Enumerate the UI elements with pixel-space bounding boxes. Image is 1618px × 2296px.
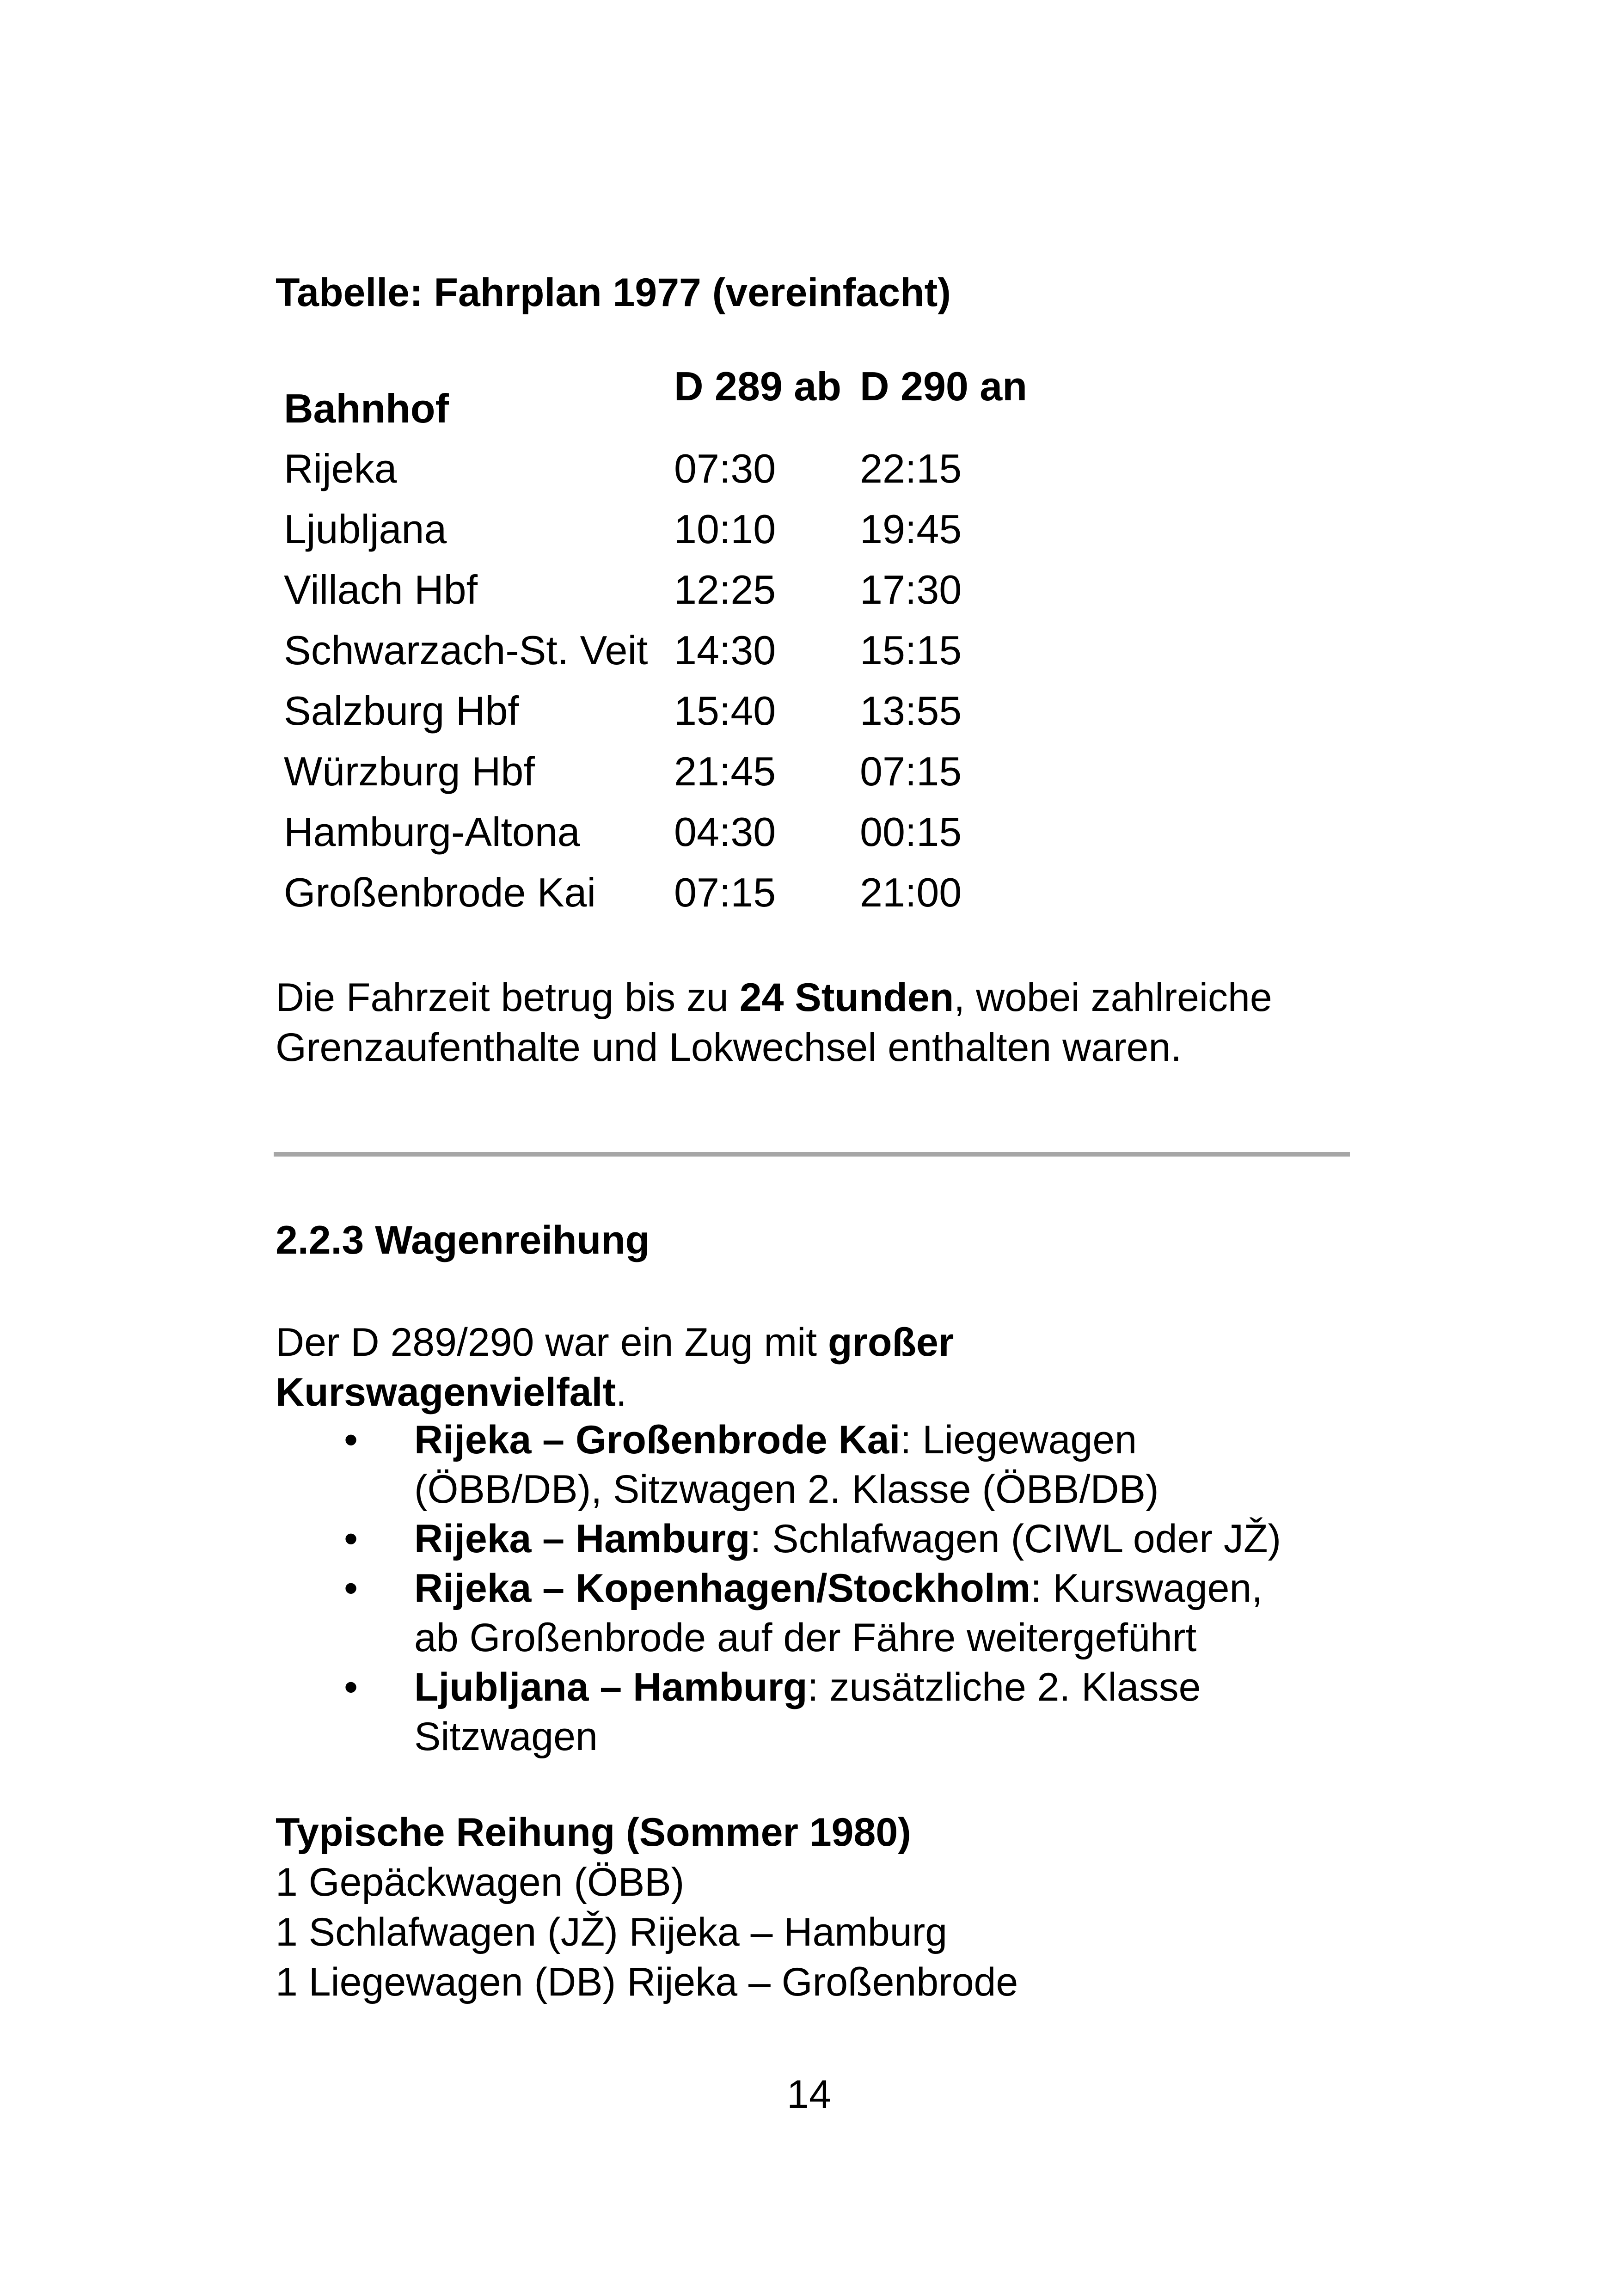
time-cell: 22:15 xyxy=(860,446,962,491)
bullet-icon: • xyxy=(344,1665,358,1709)
text-span: Der D 289/290 war ein Zug mit xyxy=(276,1320,828,1365)
time-cell: 15:15 xyxy=(860,627,962,673)
time-cell: 13:55 xyxy=(860,688,962,734)
page-number: 14 xyxy=(787,2072,831,2117)
list-item xyxy=(276,1415,1385,1514)
time-cell: 19:45 xyxy=(860,506,962,552)
section-heading: 2.2.3 Wagenreihung xyxy=(276,1218,650,1262)
emphasis-text: Rijeka – Großenbrode Kai xyxy=(414,1418,901,1462)
bullet-icon: • xyxy=(344,1566,358,1610)
time-cell: 07:15 xyxy=(860,748,962,794)
list-item-line xyxy=(414,1415,1385,1465)
emphasis-text: Ljubljana – Hamburg xyxy=(414,1665,808,1709)
station-cell: Ljubljana xyxy=(284,506,447,552)
paragraph-line xyxy=(276,1367,954,1417)
station-cell: Großenbrode Kai xyxy=(284,869,596,915)
time-cell: 14:30 xyxy=(674,627,776,673)
text-span: . xyxy=(616,1370,627,1414)
bullet-icon: • xyxy=(344,1418,358,1462)
text-span: , wobei zahlreiche xyxy=(954,975,1272,1020)
column-header-d289: D 289 ab xyxy=(674,363,841,409)
horizontal-divider xyxy=(274,1152,1350,1157)
text-span: : zusätzliche 2. Klasse xyxy=(807,1665,1201,1709)
time-cell: 21:45 xyxy=(674,748,776,794)
emphasis-text: 24 Stunden xyxy=(739,975,954,1020)
time-cell: 17:30 xyxy=(860,567,962,612)
time-cell: 10:10 xyxy=(674,506,776,552)
text-span: Die Fahrzeit betrug bis zu xyxy=(276,975,740,1020)
time-cell: 00:15 xyxy=(860,809,962,855)
travel-time-paragraph xyxy=(276,973,1272,1072)
list-item-line xyxy=(414,1564,1385,1613)
typical-composition xyxy=(276,1807,1018,2007)
composition-line: 1 Liegewagen (DB) Rijeka – Großenbrode xyxy=(276,1960,1018,2004)
list-item-line xyxy=(414,1514,1385,1564)
list-item-line xyxy=(414,1663,1385,1712)
paragraph-line xyxy=(276,1317,954,1367)
list-item xyxy=(276,1514,1385,1564)
list-item-line: Sitzwagen xyxy=(414,1714,598,1759)
time-cell: 21:00 xyxy=(860,869,962,915)
station-cell: Hamburg-Altona xyxy=(284,809,580,855)
emphasis-text: Rijeka – Hamburg xyxy=(414,1517,750,1561)
text-span: : Kurswagen, xyxy=(1030,1566,1263,1610)
time-cell: 07:30 xyxy=(674,446,776,491)
emphasis-text: großer xyxy=(827,1320,954,1365)
section-intro xyxy=(276,1317,954,1417)
time-cell: 07:15 xyxy=(674,869,776,915)
bullet-list xyxy=(276,1415,1385,1762)
station-cell: Schwarzach-St. Veit xyxy=(284,627,648,673)
bullet-icon: • xyxy=(344,1517,358,1561)
station-cell: Würzburg Hbf xyxy=(284,748,535,794)
list-item xyxy=(276,1564,1385,1663)
text-span: : Liegewagen xyxy=(900,1418,1137,1462)
column-header-d290: D 290 an xyxy=(860,363,1027,409)
paragraph-line xyxy=(276,973,1272,1022)
emphasis-text: Rijeka – Kopenhagen/Stockholm xyxy=(414,1566,1031,1610)
emphasis-text: Kurswagenvielfalt xyxy=(276,1370,616,1414)
paragraph-line: Grenzaufenthalte und Lokwechsel enthalten waren. xyxy=(276,1025,1182,1070)
time-cell: 15:40 xyxy=(674,688,776,734)
composition-line: 1 Schlafwagen (JŽ) Rijeka – Hamburg xyxy=(276,1910,948,1954)
time-cell: 04:30 xyxy=(674,809,776,855)
list-item-line: (ÖBB/DB), Sitzwagen 2. Klasse (ÖBB/DB) xyxy=(414,1467,1159,1512)
station-cell: Villach Hbf xyxy=(284,567,478,612)
station-cell: Rijeka xyxy=(284,446,397,491)
text-span: : Schlafwagen (CIWL oder JŽ) xyxy=(750,1517,1281,1561)
typical-heading: Typische Reihung (Sommer 1980) xyxy=(276,1810,911,1855)
list-item xyxy=(276,1663,1385,1762)
list-item-line: ab Großenbrode auf der Fähre weitergeführt xyxy=(414,1616,1197,1660)
station-cell: Salzburg Hbf xyxy=(284,688,519,734)
time-cell: 12:25 xyxy=(674,567,776,612)
column-header-station: Bahnhof xyxy=(284,386,449,431)
table-caption: Tabelle: Fahrplan 1977 (vereinfacht) xyxy=(276,270,951,315)
composition-line: 1 Gepäckwagen (ÖBB) xyxy=(276,1860,685,1904)
